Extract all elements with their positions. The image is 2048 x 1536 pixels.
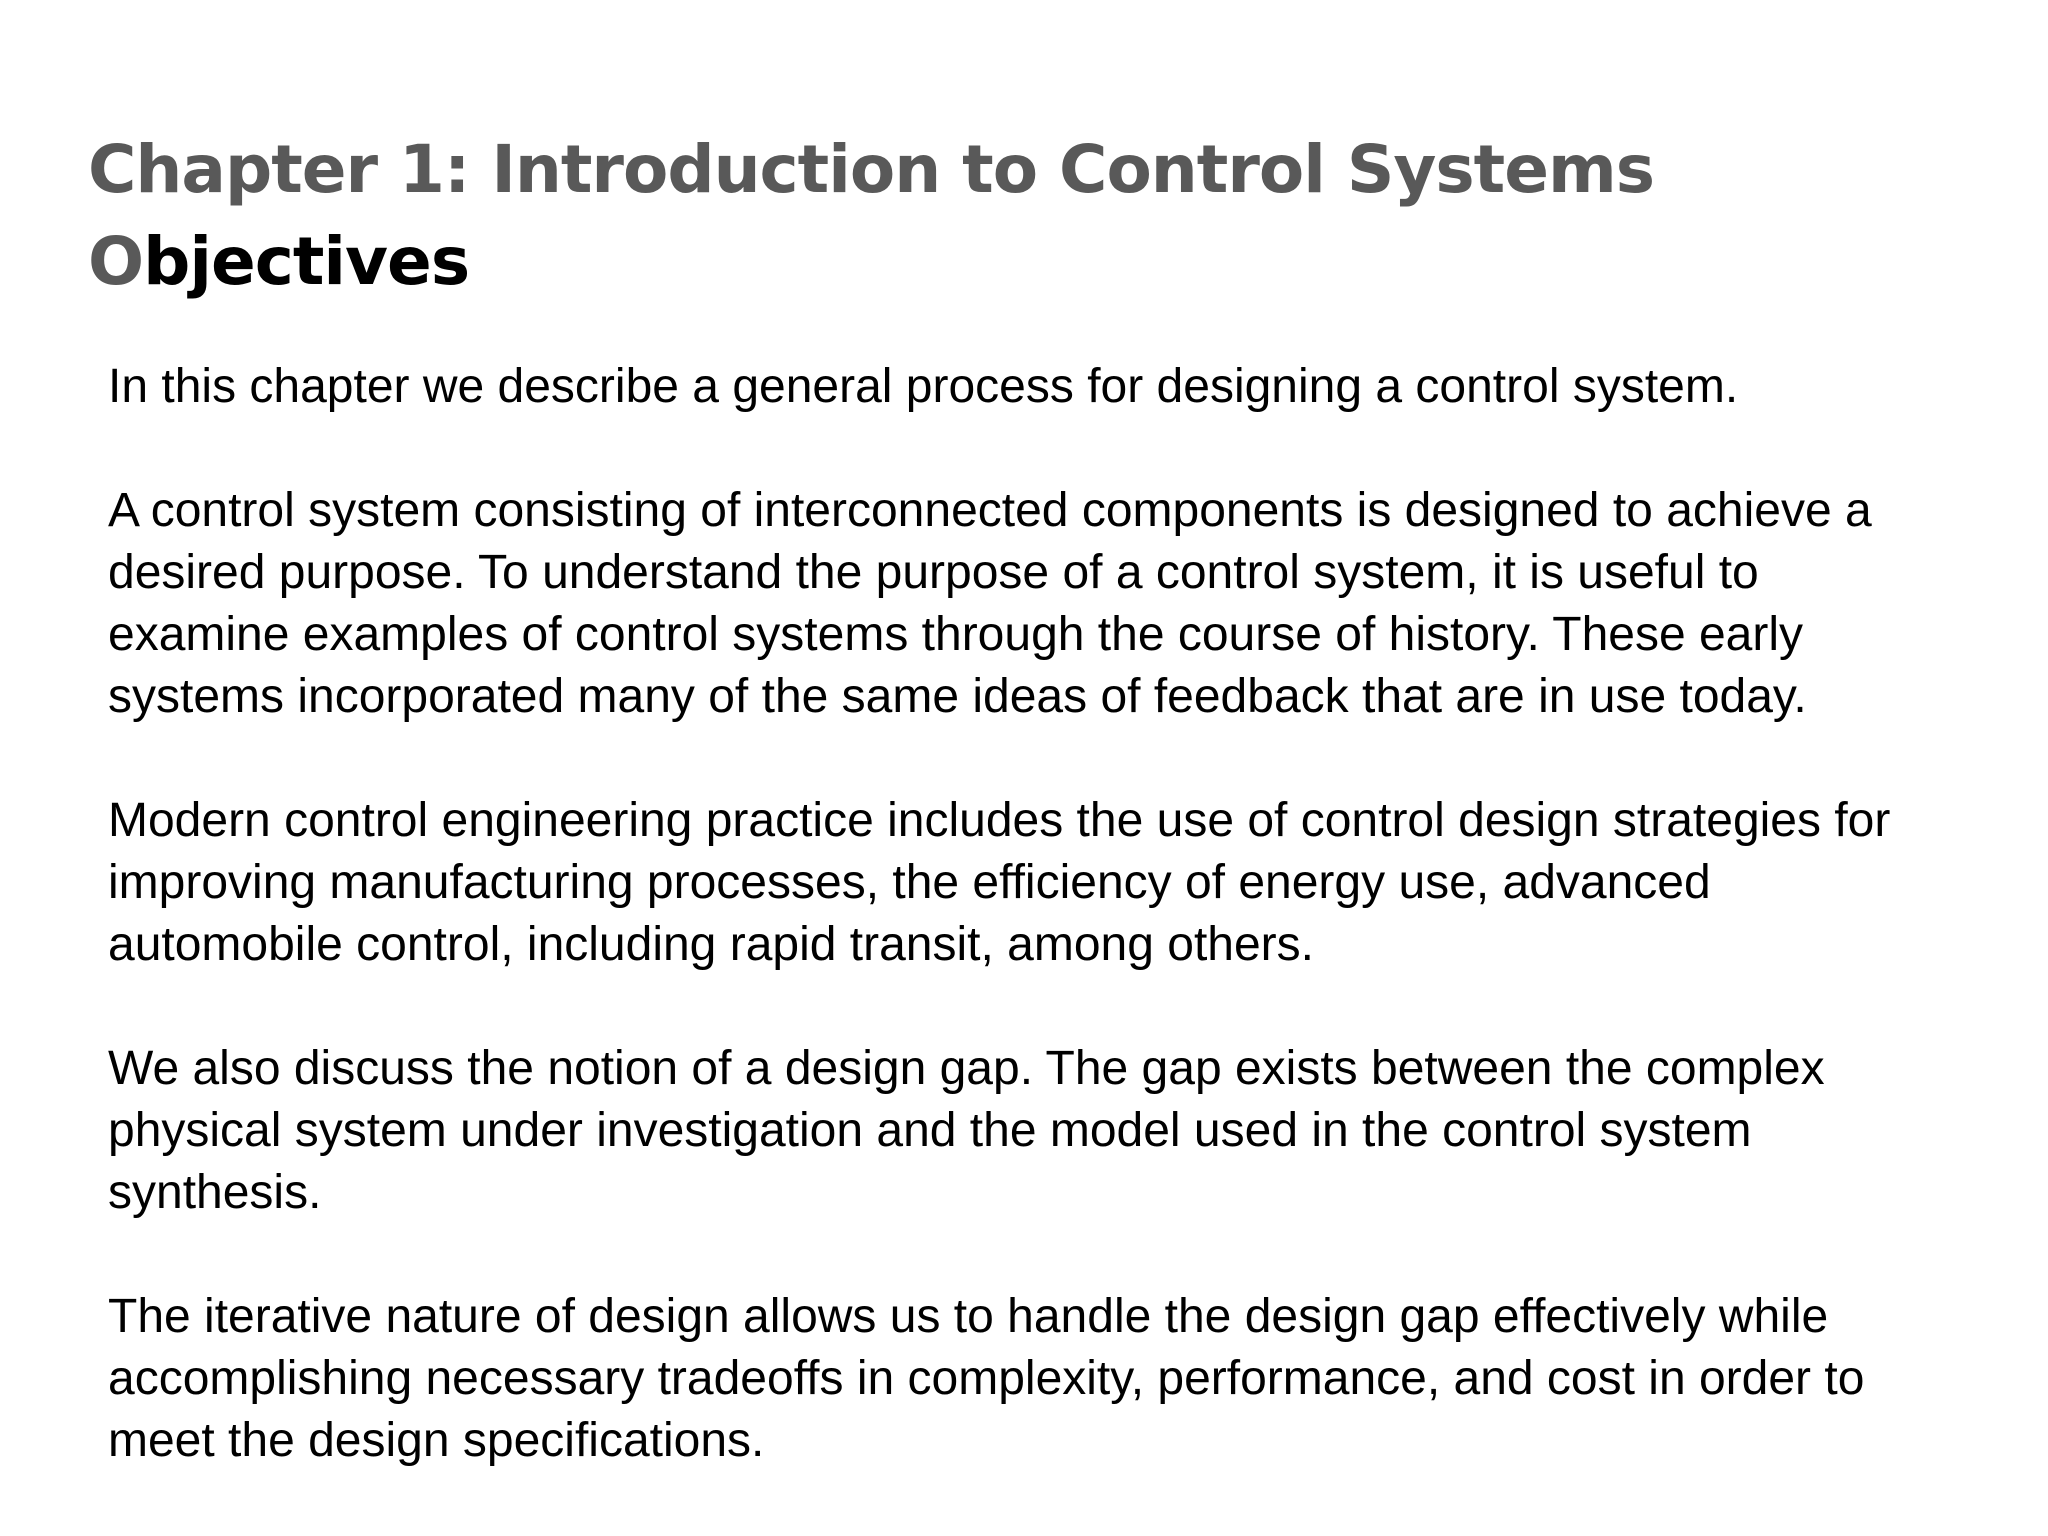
paragraph-line: We also discuss the notion of a design gap. The gap exists between the complex (108, 1042, 1825, 1095)
paragraph-line: desired purpose. To understand the purpose of a control system, it is useful to (108, 546, 1759, 599)
body-text (108, 356, 2028, 1534)
paragraph-line: examine examples of control systems through the course of history. These early (108, 608, 1804, 661)
objectives-first-letter: O (88, 223, 144, 300)
paragraph-line: automobile control, including rapid transit, among others. (108, 918, 1314, 971)
paragraph-line: In this chapter we describe a general process for designing a control system. (108, 360, 1739, 413)
paragraph-line: physical system under investigation and the model used in the control system (108, 1104, 1752, 1157)
chapter-title: Chapter 1: Introduction to Control Systems (88, 131, 1655, 208)
paragraph-line: synthesis. (108, 1166, 322, 1219)
paragraph-line: A control system consisting of interconnected components is designed to achieve a (108, 484, 1872, 537)
paragraph-design-gap (108, 1038, 2028, 1224)
objectives-heading (88, 216, 1654, 308)
paragraph-line: The iterative nature of design allows us to handle the design gap effectively while (108, 1290, 1829, 1343)
paragraph-line: Modern control engineering practice includes the use of control design strategies for (108, 794, 1891, 847)
paragraph-line: systems incorporated many of the same ideas of feedback that are in use today. (108, 670, 1807, 723)
paragraph-line: accomplishing necessary tradeoffs in complexity, performance, and cost in order to (108, 1352, 1865, 1405)
paragraph-control-system (108, 480, 2028, 728)
paragraph-intro (108, 356, 2028, 418)
objectives-rest: bjectives (143, 223, 470, 300)
title-block (88, 124, 1654, 308)
paragraph-line: meet the design specifications. (108, 1414, 765, 1467)
paragraph-line: improving manufacturing processes, the efficiency of energy use, advanced (108, 856, 1711, 909)
paragraph-iterative-design (108, 1286, 2028, 1472)
paragraph-modern-practice (108, 790, 2028, 976)
